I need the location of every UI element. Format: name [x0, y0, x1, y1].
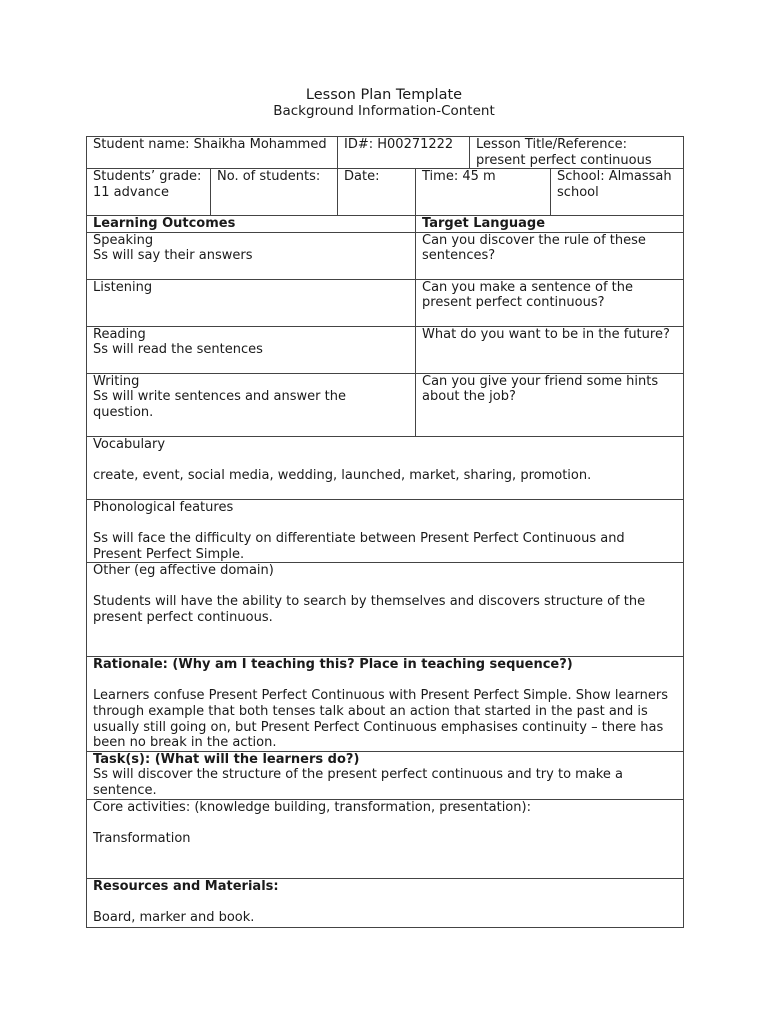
resources-cell — [87, 878, 684, 927]
other-row — [87, 563, 684, 657]
rationale-cell — [87, 657, 684, 752]
target-language-cell: Can you give your friend some hints about the job? — [416, 373, 684, 436]
phonological-text: Ss will face the difficulty on differentiate between Present Perfect Continuous and Present Perfect Simple. — [93, 530, 625, 562]
listening-cell — [87, 279, 416, 326]
target-language-cell: Can you make a sentence of the present perfect continuous? — [416, 279, 684, 326]
num-students-cell: No. of students: — [211, 169, 338, 216]
phonological-row — [87, 499, 684, 562]
page-subtitle: Background Information-Content — [273, 103, 495, 119]
core-activities-text: Transformation — [93, 830, 191, 846]
student-name-cell: Student name: Shaikha Mohammed — [87, 137, 338, 169]
outcome-row-writing — [87, 373, 684, 436]
speaking-cell — [87, 232, 416, 279]
vocabulary-row — [87, 436, 684, 499]
lesson-title-cell: Lesson Title/Reference: present perfect continuous — [470, 137, 684, 169]
student-id-cell: ID#: H00271222 — [338, 137, 470, 169]
learning-outcomes-heading: Learning Outcomes — [87, 216, 416, 233]
info-row-2 — [87, 169, 684, 216]
core-activities-cell — [87, 799, 684, 878]
reading-cell — [87, 326, 416, 373]
other-text: Students will have the ability to search by themselves and discovers structure of the present perfect continuous. — [93, 594, 646, 625]
school-cell: School: Almassah school — [551, 169, 684, 216]
info-row-1 — [87, 137, 684, 169]
other-cell — [87, 563, 684, 657]
grade-cell: Students’ grade: 11 advance — [87, 169, 211, 216]
outcomes-heading-row — [87, 216, 684, 233]
resources-text: Board, marker and book. — [93, 909, 255, 925]
lesson-plan-table — [86, 136, 684, 928]
resources-row — [87, 878, 684, 927]
outcome-row-listening — [87, 279, 684, 326]
time-cell: Time: 45 m — [416, 169, 551, 216]
skill-detail: Ss will read the sentences — [93, 342, 263, 358]
skill-detail: Ss will write sentences and answer the question. — [93, 389, 346, 420]
page-title: Lesson Plan Template — [305, 87, 463, 103]
skill-label: Speaking — [93, 232, 154, 248]
vocabulary-text: create, event, social media, wedding, launched, market, sharing, promotion. — [93, 467, 592, 483]
writing-cell — [87, 373, 416, 436]
skill-label: Listening — [93, 279, 153, 295]
core-activities-row — [87, 799, 684, 878]
resources-label: Resources and Materials: — [93, 878, 279, 894]
outcome-row-reading — [87, 326, 684, 373]
target-language-cell: What do you want to be in the future? — [416, 326, 684, 373]
tasks-text: Ss will discover the structure of the present perfect continuous and try to make a sentence. — [93, 767, 623, 798]
core-activities-label: Core activities: (knowledge building, transformation, presentation): — [93, 799, 531, 815]
date-cell: Date: — [338, 169, 416, 216]
rationale-label: Rationale: (Why am I teaching this? Place in teaching sequence?) — [93, 657, 573, 673]
skill-detail: Ss will say their answers — [93, 248, 253, 264]
skill-label: Writing — [93, 373, 140, 389]
phonological-label: Phonological features — [93, 499, 234, 515]
skill-label: Reading — [93, 326, 146, 342]
outcome-row-speaking — [87, 232, 684, 279]
target-language-cell: Can you discover the rule of these sentences? — [416, 232, 684, 279]
vocabulary-cell — [87, 436, 684, 499]
target-language-heading: Target Language — [416, 216, 684, 233]
tasks-cell — [87, 751, 684, 799]
vocabulary-label: Vocabulary — [93, 436, 166, 452]
phonological-cell — [87, 499, 684, 562]
tasks-label: Task(s): (What will the learners do?) — [93, 751, 360, 767]
tasks-row — [87, 751, 684, 799]
rationale-row — [87, 657, 684, 752]
rationale-text: Learners confuse Present Perfect Continuous with Present Perfect Simple. Show learners through example that both tenses talk about an action that started in the past and is usually still going on, but Present Perfect Continuous emphasises continuity – there has been no break in the action. — [93, 688, 668, 751]
other-label: Other (eg affective domain) — [93, 563, 274, 579]
